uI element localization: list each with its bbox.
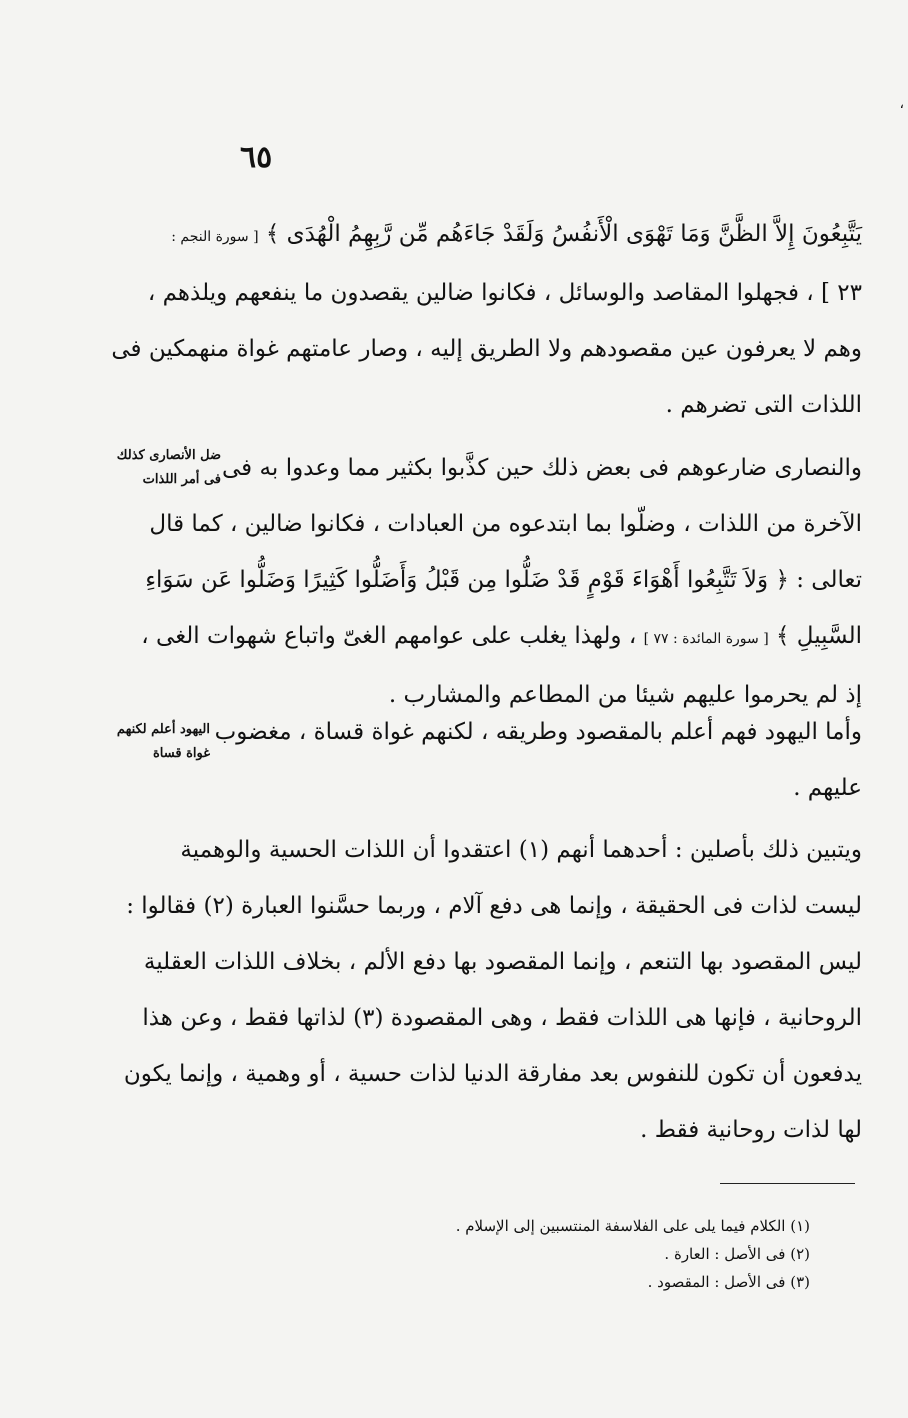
- text-line: تعالى : ﴿ وَلاَ تَتَّبِعُوا أَهْوَاءَ قَوْمٍ قَدْ ضَلُّوا مِن قَبْلُ وَأَضَلُّوا كَثِيرًا وَضَلُّوا عَن سَوَاءِ: [145, 567, 862, 593]
- surah-reference: [ سورة النجم :: [171, 229, 259, 245]
- footnote: (٣) فى الأصل : المقصود .: [647, 1273, 810, 1291]
- text-line: عليهم .: [793, 775, 862, 801]
- text-line: اللذات التى تضرهم .: [665, 392, 862, 418]
- text-line: والنصارى ضارعوهم فى بعض ذلك حين كذَّبوا بكثير مما وعدوا به فى: [222, 455, 862, 481]
- text-line: [141, 608, 862, 667]
- text-fragment: ، ولهذا يغلب على عوامهم الغىّ واتباع شهوات الغى ،: [141, 623, 637, 649]
- text-line: لها لذات روحانية فقط .: [640, 1117, 862, 1143]
- margin-note: [100, 718, 210, 766]
- paragraph-4: [123, 822, 862, 1158]
- quran-verse: السَّبِيلِ ﴾: [775, 623, 862, 649]
- quran-verse: يَتَّبِعُونَ إِلاَّ الظَّنَّ وَمَا تَهْوَى الْأَنفُسُ وَلَقَدْ جَاءَهُم مِّن رَّبِهِمُ الْهُدَى ﴾: [265, 221, 862, 247]
- margin-note-line: غواة قساة: [152, 746, 210, 761]
- surah-reference: [ سورة المائدة : ٧٧ ]: [643, 631, 769, 647]
- text-line: يدفعون أن تكون للنفوس بعد مفارقة الدنيا لذات حسية ، أو وهمية ، وإنما يكون: [123, 1061, 862, 1087]
- margin-note: [96, 444, 221, 492]
- text-line: الروحانية ، فإنها هى اللذات فقط ، وهى المقصودة (٣) لذاتها فقط ، وعن هذا: [142, 1005, 862, 1031]
- text-line: ليس المقصود بها التنعم ، وإنما المقصود بها دفع الألم ، بخلاف اللذات العقلية: [143, 949, 862, 975]
- corner-mark: ،: [899, 96, 904, 112]
- footnote: (٢) فى الأصل : العارة .: [664, 1245, 810, 1263]
- text-line: ويتبين ذلك بأصلين : أحدهما أنهم (١) اعتقدوا أن اللذات الحسية والوهمية: [180, 837, 862, 863]
- text-line: الآخرة من اللذات ، وضلّوا بما ابتدعوه من العبادات ، فكانوا ضالين ، كما قال: [149, 511, 862, 537]
- paragraph-1: [111, 206, 862, 433]
- text-line: [171, 206, 862, 265]
- footnote: (١) الكلام فيما يلى على الفلاسفة المنتسبين إلى الإسلام .: [455, 1217, 810, 1235]
- footnote-divider: [720, 1183, 855, 1184]
- margin-note-line: اليهود أعلم لكنهم: [116, 722, 210, 737]
- text-line: ٢٣ ] ، فجهلوا المقاصد والوسائل ، فكانوا ضالين يقصدون ما ينفعهم ويلذهم ،: [147, 280, 862, 306]
- text-line: إذ لم يحرموا عليهم شيئا من المطاعم والمشارب .: [388, 682, 862, 708]
- text-line: وأما اليهود فهم أعلم بالمقصود وطريقه ، لكنهم غواة قساة ، مغضوب: [214, 719, 862, 745]
- margin-note-line: ضل الأنصارى كذلك: [116, 448, 221, 463]
- footnotes: [380, 1212, 810, 1296]
- text-line: ليست لذات فى الحقيقة ، وإنما هى دفع آلام ، وربما حسَّنوا العبارة (٢) فقالوا :: [126, 893, 862, 919]
- page-number: ٦٥: [240, 140, 273, 175]
- margin-note-line: فى أمر اللذات: [142, 472, 221, 487]
- text-line: وهم لا يعرفون عين مقصودهم ولا الطريق إليه ، وصار عامتهم غواة منهمكين فى: [111, 336, 862, 362]
- paragraph-3: [214, 704, 862, 816]
